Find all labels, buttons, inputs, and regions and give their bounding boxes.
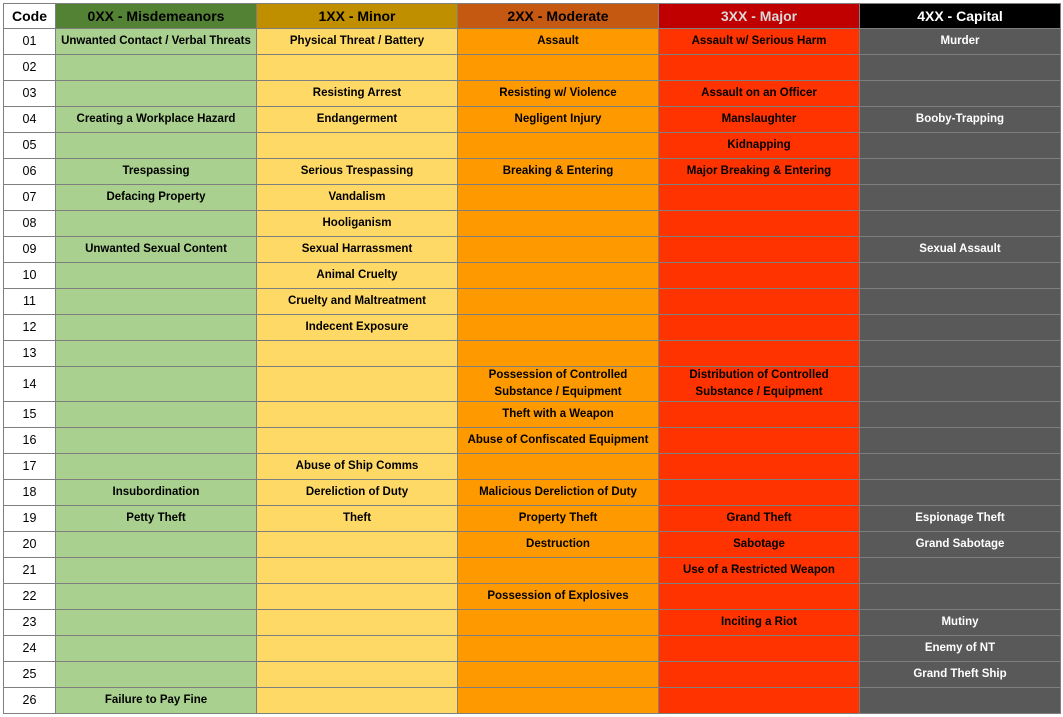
minor-cell	[257, 341, 458, 367]
major-cell	[659, 211, 860, 237]
table-row	[4, 584, 1061, 610]
capital-cell: Mutiny	[860, 610, 1061, 636]
table-row	[4, 428, 1061, 454]
minor-cell: Vandalism	[257, 185, 458, 211]
moderate-cell	[458, 688, 659, 714]
header-code: Code	[4, 4, 56, 29]
table-row	[4, 506, 1061, 532]
code-cell: 01	[4, 29, 56, 55]
major-cell: Assault on an Officer	[659, 81, 860, 107]
minor-cell: Hooliganism	[257, 211, 458, 237]
code-cell: 14	[4, 367, 56, 402]
capital-cell: Sexual Assault	[860, 237, 1061, 263]
code-cell: 08	[4, 211, 56, 237]
table-row	[4, 55, 1061, 81]
major-cell: Major Breaking & Entering	[659, 159, 860, 185]
table-row	[4, 558, 1061, 584]
minor-cell: Sexual Harrassment	[257, 237, 458, 263]
code-cell: 25	[4, 662, 56, 688]
major-cell	[659, 688, 860, 714]
misdemeanor-cell: Failure to Pay Fine	[56, 688, 257, 714]
code-cell: 18	[4, 480, 56, 506]
capital-cell	[860, 211, 1061, 237]
table-row	[4, 341, 1061, 367]
misdemeanor-cell: Creating a Workplace Hazard	[56, 107, 257, 133]
minor-cell: Animal Cruelty	[257, 263, 458, 289]
misdemeanor-cell	[56, 367, 257, 402]
capital-cell	[860, 289, 1061, 315]
code-cell: 07	[4, 185, 56, 211]
misdemeanor-cell	[56, 454, 257, 480]
table-row	[4, 185, 1061, 211]
minor-cell	[257, 558, 458, 584]
code-cell: 21	[4, 558, 56, 584]
moderate-cell: Destruction	[458, 532, 659, 558]
misdemeanor-cell	[56, 558, 257, 584]
major-cell	[659, 263, 860, 289]
table-row	[4, 480, 1061, 506]
code-cell: 09	[4, 237, 56, 263]
misdemeanor-cell: Defacing Property	[56, 185, 257, 211]
capital-cell: Grand Theft Ship	[860, 662, 1061, 688]
table-row	[4, 133, 1061, 159]
minor-cell: Physical Threat / Battery	[257, 29, 458, 55]
moderate-cell	[458, 133, 659, 159]
header-capital: 4XX - Capital	[860, 4, 1061, 29]
minor-cell	[257, 610, 458, 636]
minor-cell: Resisting Arrest	[257, 81, 458, 107]
major-cell	[659, 584, 860, 610]
minor-cell	[257, 584, 458, 610]
code-cell: 17	[4, 454, 56, 480]
misdemeanor-cell	[56, 133, 257, 159]
capital-cell: Grand Sabotage	[860, 532, 1061, 558]
capital-cell	[860, 558, 1061, 584]
misdemeanor-cell	[56, 532, 257, 558]
major-cell	[659, 428, 860, 454]
moderate-cell	[458, 610, 659, 636]
capital-cell	[860, 367, 1061, 402]
major-cell: Use of a Restricted Weapon	[659, 558, 860, 584]
code-cell: 26	[4, 688, 56, 714]
moderate-cell: Property Theft	[458, 506, 659, 532]
table-row	[4, 367, 1061, 402]
misdemeanor-cell	[56, 341, 257, 367]
table-row	[4, 402, 1061, 428]
major-cell	[659, 237, 860, 263]
misdemeanor-cell: Petty Theft	[56, 506, 257, 532]
table-row	[4, 688, 1061, 714]
minor-cell: Cruelty and Maltreatment	[257, 289, 458, 315]
major-cell: Manslaughter	[659, 107, 860, 133]
code-cell: 23	[4, 610, 56, 636]
code-cell: 12	[4, 315, 56, 341]
major-cell	[659, 636, 860, 662]
misdemeanor-cell	[56, 636, 257, 662]
major-cell: Sabotage	[659, 532, 860, 558]
capital-cell	[860, 454, 1061, 480]
code-cell: 11	[4, 289, 56, 315]
capital-cell: Espionage Theft	[860, 506, 1061, 532]
moderate-cell	[458, 315, 659, 341]
capital-cell	[860, 133, 1061, 159]
header-row	[4, 4, 1061, 29]
major-cell	[659, 480, 860, 506]
capital-cell	[860, 428, 1061, 454]
capital-cell	[860, 584, 1061, 610]
minor-cell	[257, 428, 458, 454]
moderate-cell	[458, 341, 659, 367]
moderate-cell	[458, 185, 659, 211]
capital-cell: Murder	[860, 29, 1061, 55]
table-row	[4, 289, 1061, 315]
code-cell: 19	[4, 506, 56, 532]
major-cell: Distribution of Controlled Substance / Equipment	[659, 367, 860, 402]
misdemeanor-cell	[56, 263, 257, 289]
minor-cell	[257, 402, 458, 428]
major-cell	[659, 402, 860, 428]
code-cell: 20	[4, 532, 56, 558]
capital-cell	[860, 480, 1061, 506]
code-cell: 15	[4, 402, 56, 428]
major-cell: Assault w/ Serious Harm	[659, 29, 860, 55]
moderate-cell	[458, 662, 659, 688]
moderate-cell	[458, 55, 659, 81]
major-cell	[659, 315, 860, 341]
misdemeanor-cell	[56, 584, 257, 610]
major-cell	[659, 662, 860, 688]
capital-cell: Enemy of NT	[860, 636, 1061, 662]
table-row	[4, 662, 1061, 688]
major-cell	[659, 185, 860, 211]
capital-cell	[860, 81, 1061, 107]
moderate-cell: Resisting w/ Violence	[458, 81, 659, 107]
moderate-cell	[458, 263, 659, 289]
capital-cell	[860, 402, 1061, 428]
misdemeanor-cell	[56, 289, 257, 315]
moderate-cell: Malicious Dereliction of Duty	[458, 480, 659, 506]
major-cell: Kidnapping	[659, 133, 860, 159]
minor-cell: Dereliction of Duty	[257, 480, 458, 506]
table-row	[4, 454, 1061, 480]
misdemeanor-cell	[56, 428, 257, 454]
minor-cell	[257, 55, 458, 81]
header-misdemeanors: 0XX - Misdemeanors	[56, 4, 257, 29]
code-cell: 13	[4, 341, 56, 367]
capital-cell: Booby-Trapping	[860, 107, 1061, 133]
major-cell	[659, 289, 860, 315]
major-cell: Grand Theft	[659, 506, 860, 532]
moderate-cell	[458, 454, 659, 480]
table-row	[4, 263, 1061, 289]
moderate-cell	[458, 636, 659, 662]
misdemeanor-cell: Unwanted Sexual Content	[56, 237, 257, 263]
table-row	[4, 610, 1061, 636]
code-cell: 05	[4, 133, 56, 159]
major-cell	[659, 454, 860, 480]
table-row	[4, 237, 1061, 263]
minor-cell: Endangerment	[257, 107, 458, 133]
misdemeanor-cell	[56, 81, 257, 107]
misdemeanor-cell	[56, 211, 257, 237]
misdemeanor-cell	[56, 662, 257, 688]
table-row	[4, 636, 1061, 662]
capital-cell	[860, 185, 1061, 211]
code-cell: 04	[4, 107, 56, 133]
crime-code-table	[3, 3, 1061, 714]
capital-cell	[860, 688, 1061, 714]
minor-cell	[257, 688, 458, 714]
minor-cell: Theft	[257, 506, 458, 532]
misdemeanor-cell	[56, 402, 257, 428]
capital-cell	[860, 55, 1061, 81]
table-row	[4, 159, 1061, 185]
minor-cell: Abuse of Ship Comms	[257, 454, 458, 480]
moderate-cell: Possession of Controlled Substance / Equipment	[458, 367, 659, 402]
major-cell	[659, 341, 860, 367]
moderate-cell: Abuse of Confiscated Equipment	[458, 428, 659, 454]
minor-cell	[257, 133, 458, 159]
minor-cell: Serious Trespassing	[257, 159, 458, 185]
moderate-cell: Possession of Explosives	[458, 584, 659, 610]
misdemeanor-cell	[56, 610, 257, 636]
misdemeanor-cell	[56, 315, 257, 341]
minor-cell: Indecent Exposure	[257, 315, 458, 341]
code-cell: 06	[4, 159, 56, 185]
header-minor: 1XX - Minor	[257, 4, 458, 29]
table-row	[4, 107, 1061, 133]
moderate-cell: Breaking & Entering	[458, 159, 659, 185]
minor-cell	[257, 662, 458, 688]
minor-cell	[257, 367, 458, 402]
major-cell: Inciting a Riot	[659, 610, 860, 636]
capital-cell	[860, 315, 1061, 341]
moderate-cell: Assault	[458, 29, 659, 55]
table-row	[4, 29, 1061, 55]
capital-cell	[860, 263, 1061, 289]
table-row	[4, 532, 1061, 558]
moderate-cell	[458, 237, 659, 263]
code-cell: 02	[4, 55, 56, 81]
moderate-cell: Theft with a Weapon	[458, 402, 659, 428]
code-cell: 16	[4, 428, 56, 454]
table-row	[4, 211, 1061, 237]
moderate-cell: Negligent Injury	[458, 107, 659, 133]
table-row	[4, 315, 1061, 341]
minor-cell	[257, 636, 458, 662]
misdemeanor-cell: Unwanted Contact / Verbal Threats	[56, 29, 257, 55]
misdemeanor-cell: Trespassing	[56, 159, 257, 185]
table-row	[4, 81, 1061, 107]
major-cell	[659, 55, 860, 81]
capital-cell	[860, 341, 1061, 367]
moderate-cell	[458, 211, 659, 237]
header-major: 3XX - Major	[659, 4, 860, 29]
code-cell: 24	[4, 636, 56, 662]
header-moderate: 2XX - Moderate	[458, 4, 659, 29]
minor-cell	[257, 532, 458, 558]
capital-cell	[860, 159, 1061, 185]
moderate-cell	[458, 289, 659, 315]
moderate-cell	[458, 558, 659, 584]
code-cell: 10	[4, 263, 56, 289]
misdemeanor-cell	[56, 55, 257, 81]
misdemeanor-cell: Insubordination	[56, 480, 257, 506]
code-cell: 03	[4, 81, 56, 107]
code-cell: 22	[4, 584, 56, 610]
